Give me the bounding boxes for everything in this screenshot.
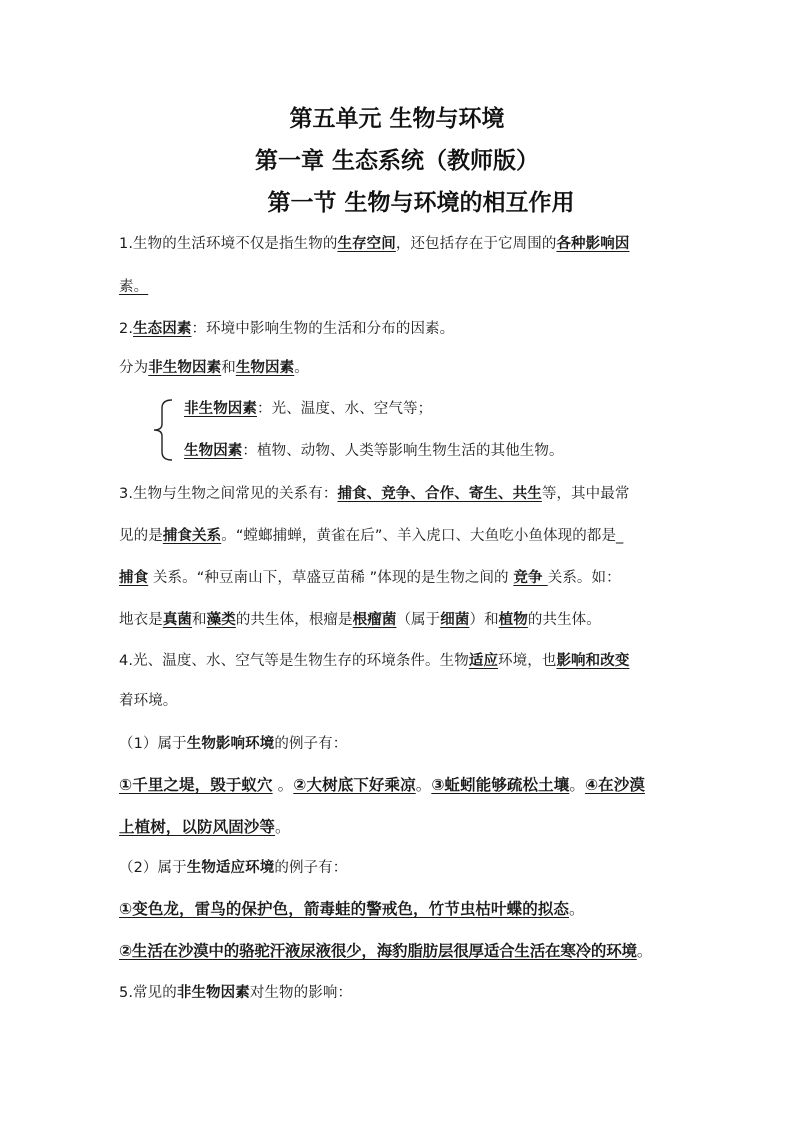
- p4-line2: [119, 690, 679, 712]
- text: 。: [275, 818, 291, 836]
- example: ④在沙漠: [584, 776, 645, 794]
- text: 和: [192, 612, 207, 628]
- p3-line2: [119, 525, 679, 547]
- abiotic-item: [184, 398, 744, 420]
- keyword: 植物: [498, 612, 528, 628]
- text: 对生物的影响：: [249, 985, 353, 1001]
- keyword: 素。: [119, 279, 149, 295]
- text: 。: [636, 942, 653, 960]
- text: 。: [569, 776, 585, 794]
- keyword: 真菌: [162, 612, 193, 628]
- example: ③蚯蚓能够疏松土壤: [431, 776, 570, 794]
- text: 5.常见的: [119, 985, 177, 1001]
- p4-sub1-examples-line2: [119, 816, 679, 838]
- text: 的共生体，根瘤是: [235, 612, 353, 628]
- text: 地衣是: [119, 612, 163, 628]
- keyword: 细菌: [440, 612, 470, 628]
- p4-sub2-example1: [119, 898, 679, 920]
- p4-sub2-example2: [119, 940, 679, 962]
- keyword: 捕食、竞争、合作、寄生、共生: [337, 486, 542, 502]
- keyword: 根瘤菌: [352, 612, 397, 628]
- text: 。: [272, 776, 294, 794]
- p2-line2: [119, 357, 679, 379]
- p3-line3: [119, 567, 679, 589]
- p1-line1: [119, 233, 679, 255]
- keyword: 生存空间: [337, 236, 396, 252]
- keyword: 非生物因素: [148, 360, 222, 376]
- unit-title: 第五单元 生物与环境: [289, 106, 505, 132]
- text: 。: [294, 360, 309, 376]
- keyword: 非生物因素: [184, 401, 257, 417]
- text: （2）属于: [119, 860, 187, 876]
- text: 。: [569, 900, 585, 918]
- example: ①变色龙，雷鸟的保护色，箭毒蛙的警戒色，竹节虫枯叶蝶的拟态: [119, 900, 570, 918]
- keyword: 生物因素: [184, 443, 243, 459]
- keyword: 生物因素: [235, 360, 295, 376]
- text: 着环境。: [119, 693, 178, 709]
- chapter-title: 第一章 生态系统（教师版）: [254, 148, 539, 174]
- p1-line2: [119, 276, 679, 298]
- text: 和: [221, 360, 236, 376]
- keyword: 非生物因素: [176, 985, 250, 1001]
- p4-sub1-examples-line1: [119, 774, 679, 796]
- section-title: 第一节 生物与环境的相互作用: [267, 190, 575, 216]
- text: 2.: [119, 321, 134, 337]
- example: ②大树底下好乘凉: [293, 776, 416, 794]
- p4-line1: [119, 650, 679, 672]
- text: 。: [415, 776, 432, 794]
- biotic-item: [184, 440, 744, 462]
- keyword: 生物影响环境: [186, 736, 275, 752]
- keyword: 竞争: [513, 570, 548, 586]
- keyword: 捕食: [119, 570, 149, 586]
- keyword: 捕食关系: [162, 528, 222, 544]
- keyword: 生物适应环境: [186, 860, 275, 876]
- text: （属于: [396, 612, 441, 628]
- keyword: 适应: [468, 653, 499, 669]
- text: 。“螳螂捕蝉，黄雀在后”、羊入虎口、大鱼吃小鱼体现的都是_: [221, 528, 624, 544]
- p3-line1: [119, 483, 679, 505]
- text: ）和: [469, 612, 499, 628]
- keyword: 各种影响因: [556, 236, 630, 252]
- p3-line4: [119, 609, 679, 631]
- text: 见的是: [119, 528, 163, 544]
- text: （1）属于: [119, 736, 187, 752]
- p2-line1: [119, 318, 679, 340]
- keyword: 影响和改变: [556, 653, 630, 669]
- p4-sub2-heading: [119, 857, 679, 879]
- left-brace-icon: [150, 398, 176, 462]
- text: 的例子有：: [274, 860, 348, 876]
- text: 4.光、温度、水、空气等是生物生存的环境条件。生物: [119, 653, 469, 669]
- text: 的共生体。: [527, 612, 601, 628]
- keyword: 生态因素: [133, 321, 192, 337]
- example: 上植树，以防风固沙等: [119, 818, 276, 836]
- text: ：光、温度、水、空气等；: [257, 401, 433, 417]
- text: 1.生物的生活环境不仅是指生物的: [119, 236, 338, 252]
- p5-line1: [119, 982, 679, 1004]
- text: 等，其中最常: [541, 486, 630, 502]
- text: 3.生物与生物之间常见的关系有：: [119, 486, 338, 502]
- p4-sub1-heading: [119, 733, 679, 755]
- example: ②生活在沙漠中的骆驼汗液尿液很少，海豹脂肪层很厚适合生活在寒冷的环境: [119, 942, 637, 960]
- text: 分为: [119, 360, 149, 376]
- text: ：环境中影响生物的生活和分布的因素。: [191, 321, 455, 337]
- example: ①千里之堤，毁于蚁穴: [119, 776, 273, 794]
- text: 的例子有：: [274, 736, 348, 752]
- text: 关系。“种豆南山下，草盛豆苗稀 ”体现的是生物之间的: [148, 570, 514, 586]
- keyword: 藻类: [206, 612, 236, 628]
- text: 关系。如：: [547, 570, 621, 586]
- text: ：植物、动物、人类等影响生物生活的其他生物。: [242, 443, 564, 459]
- text: ，还包括存在于它周围的: [395, 236, 557, 252]
- text: 环境，也: [498, 653, 557, 669]
